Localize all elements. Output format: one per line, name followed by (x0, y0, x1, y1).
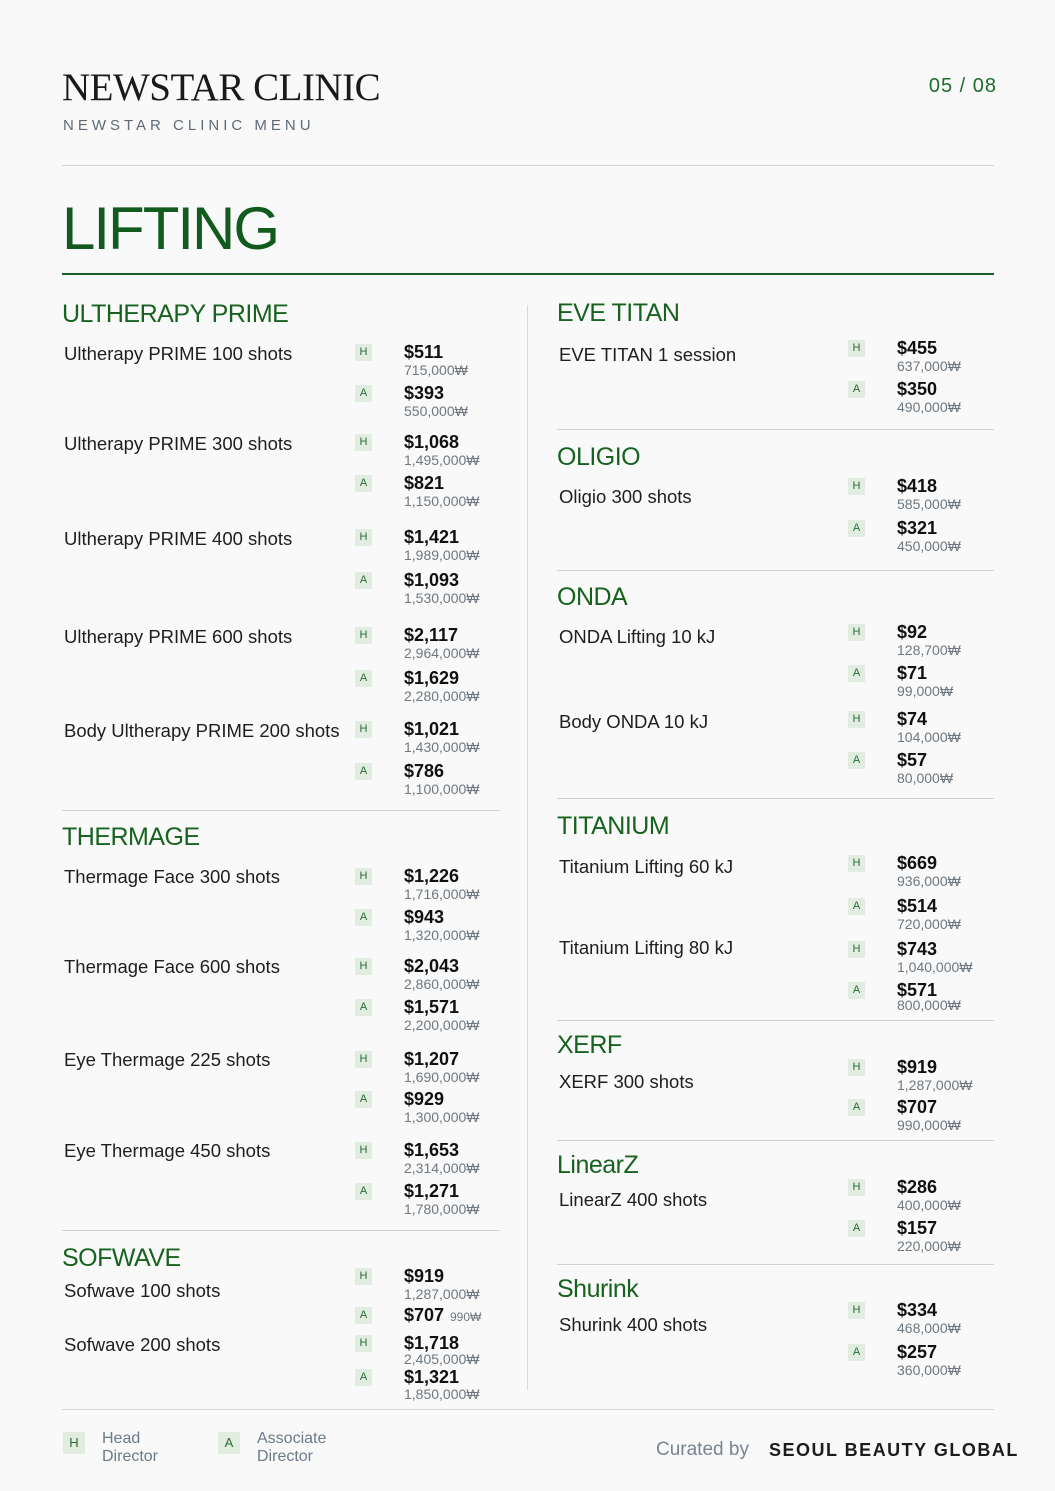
price-krw: 1,530,000₩ (404, 590, 480, 606)
head-badge: H (848, 478, 865, 495)
price-usd: $943 (404, 907, 445, 927)
item-name: Eye Thermage 450 shots (64, 1140, 271, 1161)
head-badge: H (355, 627, 372, 644)
page-title: LIFTING (62, 195, 279, 262)
price-krw: 1,287,000₩ (897, 1077, 973, 1093)
head-badge: H (355, 529, 372, 546)
section-title: THERMAGE (62, 823, 200, 851)
price-usd: $1,021 (404, 719, 460, 739)
head-badge: H (848, 1059, 865, 1076)
price-usd: $1,653 (404, 1140, 460, 1160)
head-badge: H (848, 941, 865, 958)
section-divider (557, 1264, 994, 1265)
price-krw: 104,000₩ (897, 729, 961, 745)
legend-line: Director (102, 1448, 159, 1465)
price-krw: 468,000₩ (897, 1320, 961, 1336)
item-name: Titanium Lifting 60 kJ (559, 856, 734, 877)
price-usd: $455 (897, 338, 938, 358)
price-krw: 2,280,000₩ (404, 688, 480, 704)
price-krw: 2,200,000₩ (404, 1017, 480, 1033)
head-badge: H (355, 434, 372, 451)
price-usd: $1,629 (404, 668, 460, 688)
associate-badge: A (848, 898, 865, 915)
legend-line: Director (257, 1448, 314, 1465)
associate-badge: A (355, 1369, 372, 1386)
price-usd: $929 (404, 1089, 445, 1109)
price-usd: $707 (404, 1305, 445, 1325)
price-usd: $1,207 (404, 1049, 460, 1069)
title-underline (62, 273, 994, 275)
price-usd: $393 (404, 383, 445, 403)
associate-badge: A (848, 1220, 865, 1237)
price-krw: 360,000₩ (897, 1362, 961, 1378)
head-badge: H (355, 344, 372, 361)
head-badge: H (848, 624, 865, 641)
section-divider (557, 429, 994, 430)
item-name: Shurink 400 shots (559, 1314, 708, 1335)
associate-badge: A (355, 909, 372, 926)
price-usd: $1,321 (404, 1367, 460, 1387)
price-usd: $919 (404, 1266, 445, 1286)
price-usd: $1,271 (404, 1181, 460, 1201)
section-divider (557, 1140, 994, 1141)
price-krw: 990₩ (450, 1310, 482, 1324)
price-krw: 585,000₩ (897, 496, 961, 512)
price-krw: 936,000₩ (897, 873, 961, 889)
price-usd: $57 (897, 750, 928, 770)
head-badge: H (355, 1268, 372, 1285)
price-krw: 1,430,000₩ (404, 739, 480, 755)
price-krw: 800,000₩ (897, 997, 961, 1013)
associate-badge: A (355, 475, 372, 492)
price-krw: 1,780,000₩ (404, 1201, 480, 1217)
section-title: OLIGIO (557, 443, 641, 471)
price-usd: $919 (897, 1057, 938, 1077)
price-usd: $74 (897, 709, 928, 729)
price-usd: $71 (897, 663, 928, 683)
item-name: Ultherapy PRIME 600 shots (64, 626, 293, 647)
associate-badge: A (355, 1091, 372, 1108)
price-krw: 1,690,000₩ (404, 1069, 480, 1085)
legend-label (257, 1430, 326, 1466)
price-krw: 2,964,000₩ (404, 645, 480, 661)
section-title: ONDA (557, 583, 628, 611)
column-divider (527, 305, 528, 1390)
price-krw: 1,040,000₩ (897, 959, 973, 975)
item-name: XERF 300 shots (559, 1071, 694, 1092)
curated-by-label: Curated by (656, 1439, 749, 1460)
price-usd: $1,421 (404, 527, 460, 547)
head-badge: H (355, 1051, 372, 1068)
price-usd: $821 (404, 473, 445, 493)
head-badge: H (848, 711, 865, 728)
item-name: Titanium Lifting 80 kJ (559, 937, 734, 958)
item-name: Ultherapy PRIME 400 shots (64, 528, 293, 549)
associate-badge: A (848, 1099, 865, 1116)
item-name: Eye Thermage 225 shots (64, 1049, 271, 1070)
price-usd: $2,117 (404, 625, 459, 645)
price-usd: $1,093 (404, 570, 460, 590)
section-divider (557, 798, 994, 799)
price-krw: 2,860,000₩ (404, 976, 480, 992)
section-title: LinearZ (557, 1151, 639, 1179)
section-title: XERF (557, 1031, 622, 1059)
associate-badge: A (218, 1432, 240, 1454)
item-name: Sofwave 100 shots (64, 1280, 221, 1301)
associate-badge: A (848, 520, 865, 537)
head-badge: H (355, 868, 372, 885)
price-usd: $418 (897, 476, 938, 496)
head-badge: H (355, 958, 372, 975)
page-number: 05 / 08 (928, 75, 997, 97)
head-badge: H (848, 855, 865, 872)
section-title: Shurink (557, 1275, 639, 1303)
price-usd: $1,226 (404, 866, 460, 886)
price-usd: $511 (404, 342, 444, 362)
item-name: Body ONDA 10 kJ (559, 711, 709, 732)
associate-badge: A (848, 381, 865, 398)
price-usd: $514 (897, 896, 938, 916)
head-badge: H (848, 340, 865, 357)
price-krw: 990,000₩ (897, 1117, 961, 1133)
price-krw: 400,000₩ (897, 1197, 961, 1213)
price-usd: $786 (404, 761, 445, 781)
item-name: Sofwave 200 shots (64, 1334, 221, 1355)
price-krw: 1,989,000₩ (404, 547, 480, 563)
head-badge: H (848, 1302, 865, 1319)
price-krw: 715,000₩ (404, 362, 468, 378)
price-usd: $334 (897, 1300, 938, 1320)
associate-badge: A (355, 763, 372, 780)
legend-line: Head (102, 1430, 141, 1447)
item-name: Thermage Face 300 shots (64, 866, 280, 887)
associate-badge: A (355, 999, 372, 1016)
section-title: SOFWAVE (62, 1244, 181, 1272)
clinic-brand: NEWSTAR CLINIC (62, 66, 381, 109)
price-krw: 450,000₩ (897, 538, 961, 554)
price-krw: 220,000₩ (897, 1238, 961, 1254)
price-krw: 637,000₩ (897, 358, 961, 374)
legend-line: Associate (257, 1430, 327, 1447)
price-krw: 720,000₩ (897, 916, 961, 932)
price-usd: $2,043 (404, 956, 460, 976)
footer-divider (62, 1409, 994, 1410)
head-badge: H (355, 721, 372, 738)
section-divider (557, 570, 994, 571)
item-name: LinearZ 400 shots (559, 1189, 708, 1210)
price-krw: 1,150,000₩ (404, 493, 480, 509)
price-krw: 99,000₩ (897, 683, 954, 699)
section-title: ULTHERAPY PRIME (62, 300, 289, 328)
associate-badge: A (848, 1344, 865, 1361)
price-usd: $157 (897, 1218, 938, 1238)
associate-badge: A (355, 670, 372, 687)
price-usd: $743 (897, 939, 938, 959)
associate-badge: A (848, 982, 865, 999)
section-title: TITANIUM (557, 812, 670, 840)
item-name: Body Ultherapy PRIME 200 shots (64, 720, 340, 741)
price-usd: $1,571 (404, 997, 460, 1017)
section-divider (62, 1230, 500, 1231)
associate-badge: A (355, 385, 372, 402)
item-name: Ultherapy PRIME 300 shots (64, 433, 293, 454)
price-usd: $350 (897, 379, 938, 399)
price-usd: $286 (897, 1177, 938, 1197)
item-name: ONDA Lifting 10 kJ (559, 626, 716, 647)
item-name: EVE TITAN 1 session (559, 344, 737, 365)
price-usd: $669 (897, 853, 938, 873)
price-krw: 1,850,000₩ (404, 1386, 480, 1402)
section-divider (62, 810, 500, 811)
section-divider (557, 1020, 994, 1021)
price-krw: 490,000₩ (897, 399, 961, 415)
price-krw: 80,000₩ (897, 770, 954, 786)
associate-badge: A (848, 665, 865, 682)
head-badge: H (355, 1142, 372, 1159)
associate-badge: A (355, 572, 372, 589)
associate-badge: A (355, 1307, 372, 1324)
price-usd: $1,068 (404, 432, 460, 452)
menu-subtitle: NEWSTAR CLINIC MENU (63, 117, 315, 134)
price-usd: $321 (897, 518, 938, 538)
header-divider (62, 165, 994, 166)
item-name: Thermage Face 600 shots (64, 956, 280, 977)
price-krw: 550,000₩ (404, 403, 468, 419)
price-krw: 1,100,000₩ (404, 781, 480, 797)
item-name: Oligio 300 shots (559, 486, 692, 507)
associate-badge: A (848, 752, 865, 769)
curator-name: SEOUL BEAUTY GLOBAL (769, 1440, 1019, 1460)
head-badge: H (63, 1432, 85, 1454)
item-name: Ultherapy PRIME 100 shots (64, 343, 293, 364)
price-usd: $257 (897, 1342, 938, 1362)
price-krw: 1,320,000₩ (404, 927, 480, 943)
price-usd: $571 (897, 980, 938, 1000)
price-krw: 2,405,000₩ (404, 1351, 480, 1367)
head-badge: H (355, 1335, 372, 1352)
price-krw: 1,716,000₩ (404, 886, 480, 902)
price-usd: $92 (897, 622, 928, 642)
head-badge: H (848, 1179, 865, 1196)
price-krw: 1,495,000₩ (404, 452, 480, 468)
price-usd: $707 (897, 1097, 938, 1117)
price-krw: 1,287,000₩ (404, 1286, 480, 1302)
legend-label (102, 1430, 158, 1466)
price-usd: $1,718 (404, 1333, 460, 1353)
price-krw: 1,300,000₩ (404, 1109, 480, 1125)
price-krw: 2,314,000₩ (404, 1160, 480, 1176)
associate-badge: A (355, 1183, 372, 1200)
section-title: EVE TITAN (557, 299, 680, 327)
price-krw: 128,700₩ (897, 642, 961, 658)
